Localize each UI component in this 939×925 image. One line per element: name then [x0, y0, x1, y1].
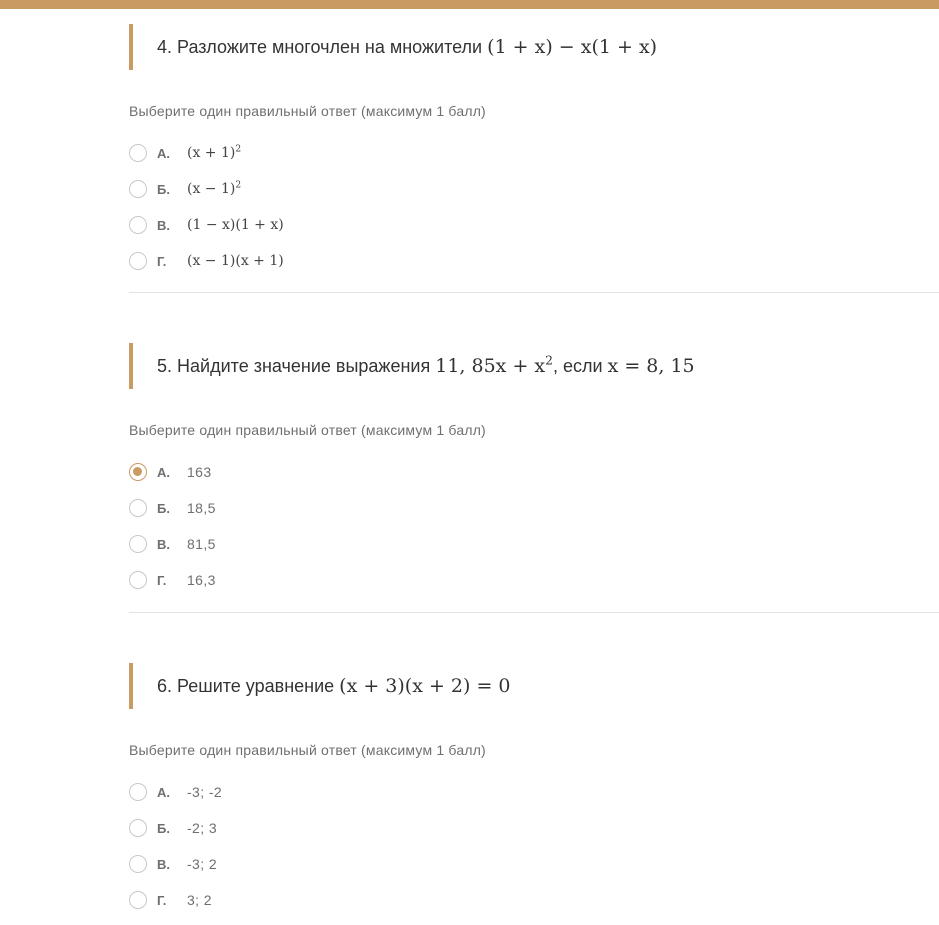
option-letter: А. [157, 784, 170, 800]
option-letter: В. [157, 217, 170, 233]
top-accent-bar [0, 0, 939, 9]
option-d[interactable] [129, 243, 729, 279]
question-number: 5. [157, 355, 173, 376]
option-text: 81,5 [187, 536, 216, 552]
question-number: 4. [157, 36, 173, 57]
radio-button[interactable] [129, 535, 147, 553]
options-list [129, 135, 729, 279]
option-letter: В. [157, 536, 170, 552]
option-text: -3; -2 [187, 784, 223, 800]
option-b[interactable] [129, 810, 729, 846]
option-text: $(x + 1)^2$ [187, 144, 242, 161]
option-b[interactable] [129, 171, 729, 207]
option-a[interactable] [129, 135, 729, 171]
option-text: (1 − x)(1 + x) [187, 217, 284, 233]
question-text: Решите уравнение [177, 675, 335, 696]
answer-instruction: Выберите один правильный ответ (максимум 1 балл) [129, 103, 486, 119]
question-6 [129, 663, 939, 908]
question-math-condition: x = 8, 15 [607, 355, 695, 377]
option-text: -3; 2 [187, 856, 218, 872]
option-text: $(x - 1)^2$ [187, 180, 242, 197]
question-math: (x + 3)(x + 2) = 0 [339, 675, 511, 697]
question-5 [129, 343, 939, 588]
option-letter: Г. [157, 253, 167, 269]
answer-instruction: Выберите один правильный ответ (максимум 1 балл) [129, 422, 486, 438]
question-4 [129, 24, 939, 269]
option-c[interactable] [129, 526, 729, 562]
radio-button-selected[interactable] [129, 463, 147, 481]
option-text: 18,5 [187, 500, 216, 516]
radio-button[interactable] [129, 252, 147, 270]
radio-button[interactable] [129, 855, 147, 873]
option-text: -2; 3 [187, 820, 218, 836]
option-letter: Б. [157, 500, 170, 516]
question-title [129, 343, 939, 389]
radio-button[interactable] [129, 891, 147, 909]
question-math: 11, $85x + x^2$ [435, 353, 553, 377]
section-divider [129, 292, 939, 293]
section-divider [129, 612, 939, 613]
question-number: 6. [157, 675, 173, 696]
question-title [129, 663, 939, 709]
question-math: (1 + x) − x(1 + x) [487, 36, 658, 58]
radio-button[interactable] [129, 180, 147, 198]
question-text-connector: , если [552, 355, 603, 376]
radio-button[interactable] [129, 819, 147, 837]
option-b[interactable] [129, 490, 729, 526]
question-text: Найдите значение выражения [177, 355, 431, 376]
option-letter: А. [157, 145, 170, 161]
answer-instruction: Выберите один правильный ответ (максимум 1 балл) [129, 742, 486, 758]
radio-button[interactable] [129, 144, 147, 162]
option-text: 163 [187, 464, 212, 480]
option-letter: Б. [157, 820, 170, 836]
option-letter: В. [157, 856, 170, 872]
option-letter: Б. [157, 181, 170, 197]
option-letter: Г. [157, 572, 167, 588]
option-d[interactable] [129, 562, 729, 598]
radio-button[interactable] [129, 783, 147, 801]
question-text: Разложите многочлен на множители [177, 36, 483, 57]
option-text: (x − 1)(x + 1) [187, 253, 284, 269]
options-list [129, 774, 729, 918]
radio-button[interactable] [129, 216, 147, 234]
question-title [129, 24, 939, 70]
option-c[interactable] [129, 846, 729, 882]
options-list [129, 454, 729, 598]
option-a[interactable] [129, 454, 729, 490]
radio-button[interactable] [129, 571, 147, 589]
option-letter: Г. [157, 892, 167, 908]
option-c[interactable] [129, 207, 729, 243]
option-d[interactable] [129, 882, 729, 918]
option-text: 16,3 [187, 572, 216, 588]
option-letter: А. [157, 464, 170, 480]
option-a[interactable] [129, 774, 729, 810]
radio-button[interactable] [129, 499, 147, 517]
option-text: 3; 2 [187, 892, 212, 908]
